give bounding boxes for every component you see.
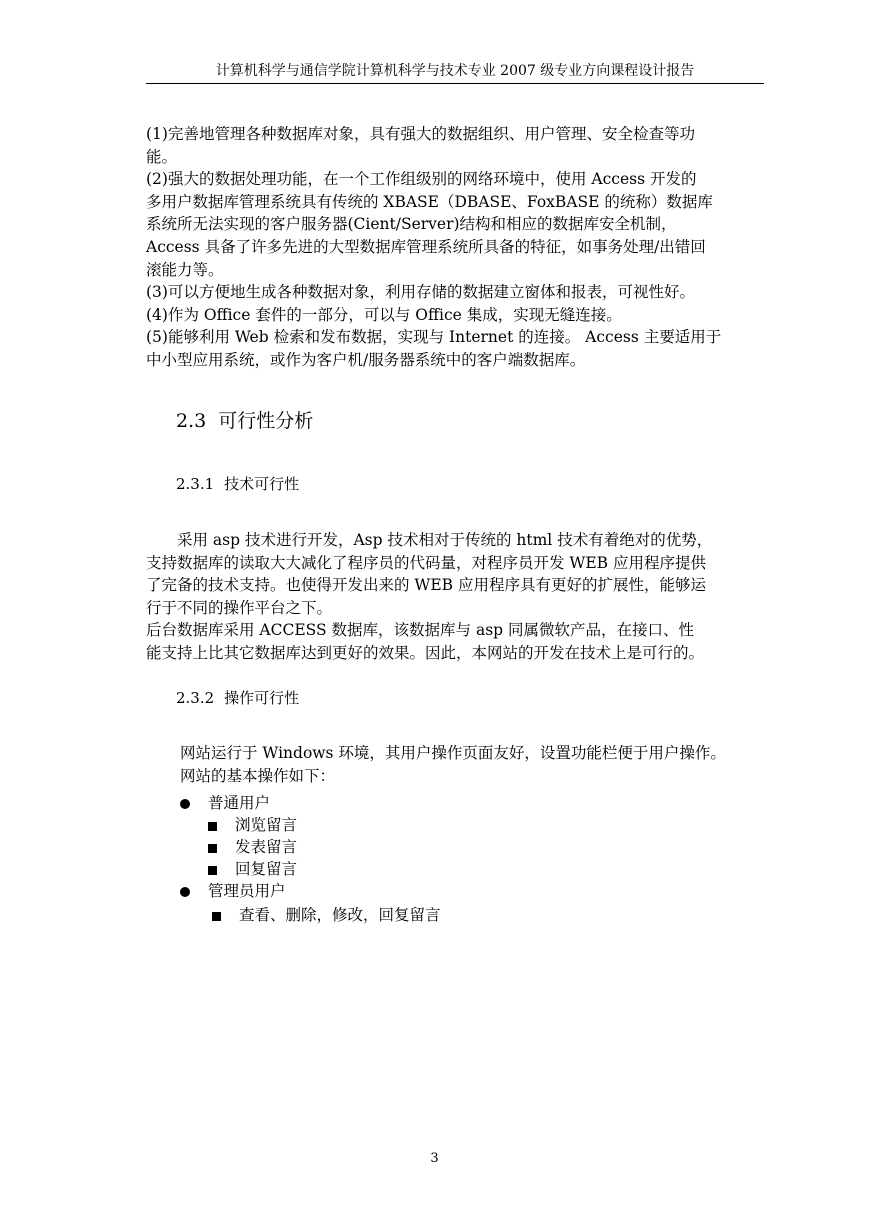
- subsection-title: 操作可行性: [224, 689, 300, 707]
- intro-paragraph: [146, 123, 770, 372]
- bullet-square-icon: [208, 822, 217, 831]
- intro-line: 中小型应用系统，或作为客户机/服务器系统中的客户端数据库。: [146, 350, 586, 369]
- operation-feasibility-paragraph: [180, 742, 770, 787]
- body-line: 网站的基本操作如下：: [180, 766, 336, 785]
- subsection-number: 2.3.1: [176, 475, 215, 493]
- subsection-title: 技术可行性: [224, 475, 300, 493]
- section-number: 2.3: [176, 410, 207, 432]
- body-line: 能支持上比其它数据库达到更好的效果。因此，本网站的开发在技术上是可行的。: [146, 643, 705, 662]
- list-subitem: [208, 836, 297, 858]
- technical-feasibility-paragraph: [146, 529, 770, 665]
- intro-line: (2)强大的数据处理功能，在一个工作组级别的网络环境中，使用 Access 开发的: [146, 170, 697, 189]
- intro-line: (5)能够利用 Web 检索和发布数据，实现与 Internet 的连接。 Access 主要适用于: [146, 328, 722, 347]
- list-item-label: 管理员用户: [208, 882, 286, 900]
- header-rule: [146, 83, 764, 84]
- intro-line: (1)完善地管理各种数据库对象，具有强大的数据组织、用户管理、安全检查等功: [146, 125, 695, 143]
- intro-line: 滚能力等。: [146, 260, 224, 279]
- bullet-square-icon: [208, 866, 217, 875]
- list-item-normal-user: [180, 792, 270, 814]
- body-line: 网站运行于 Windows 环境，其用户操作页面友好，设置功能栏便于用户操作。: [180, 744, 726, 762]
- section-heading-2-3: [176, 409, 313, 433]
- header-title: 计算机科学与通信学院计算机科学与技术专业 2007 级专业方向课程设计报告: [215, 63, 695, 79]
- intro-line: Access 具备了许多先进的大型数据库管理系统所具备的特征，如事务处理/出错回: [146, 237, 706, 256]
- list-subitem-label: 发表留言: [235, 838, 298, 856]
- bullet-dot-icon: [180, 799, 190, 809]
- list-subitem: [208, 814, 297, 836]
- page-number: 3: [430, 1151, 439, 1166]
- intro-line: 多用户数据库管理系统具有传统的 XBASE（DBASE、FoxBASE 的统称）数据库: [146, 192, 713, 211]
- body-line: 行于不同的操作平台之下。: [146, 598, 333, 617]
- bullet-dot-icon: [180, 887, 190, 897]
- list-subitem-label: 浏览留言: [235, 816, 298, 834]
- list-subitem-label: 查看、删除，修改，回复留言: [239, 906, 441, 924]
- body-line: 了完备的技术支持。也使得开发出来的 WEB 应用程序具有更好的扩展性，能够运: [146, 576, 706, 595]
- intro-line: (3)可以方便地生成各种数据对象，利用存储的数据建立窗体和报表，可视性好。: [146, 283, 695, 302]
- body-line: 后台数据库采用 ACCESS 数据库，该数据库与 asp 同属微软产品，在接口、性: [146, 621, 695, 640]
- bullet-square-icon: [208, 844, 217, 853]
- intro-line: 系统所无法实现的客户服务器(Cient/Server)结构和相应的数据库安全机制，: [146, 215, 677, 234]
- section-title: 可行性分析: [218, 410, 314, 432]
- list-item-label: 普通用户: [208, 794, 271, 812]
- bullet-square-icon: [212, 912, 221, 921]
- list-item-admin-user: [180, 880, 286, 902]
- list-subitem: [208, 858, 297, 880]
- list-subitem: [212, 904, 441, 926]
- list-subitem-label: 回复留言: [235, 860, 298, 878]
- body-line: 支持数据库的读取大大减化了程序员的代码量，对程序员开发 WEB 应用程序提供: [146, 553, 706, 572]
- section-heading-2-3-1: [176, 474, 299, 494]
- intro-line: 能。: [146, 147, 178, 166]
- section-heading-2-3-2: [176, 688, 299, 708]
- intro-line: (4)作为 Office 套件的一部分，可以与 Office 集成，实现无缝连接。: [146, 305, 622, 324]
- subsection-number: 2.3.2: [176, 689, 215, 707]
- body-line: 采用 asp 技术进行开发，Asp 技术相对于传统的 html 技术有着绝对的优势，: [146, 531, 713, 549]
